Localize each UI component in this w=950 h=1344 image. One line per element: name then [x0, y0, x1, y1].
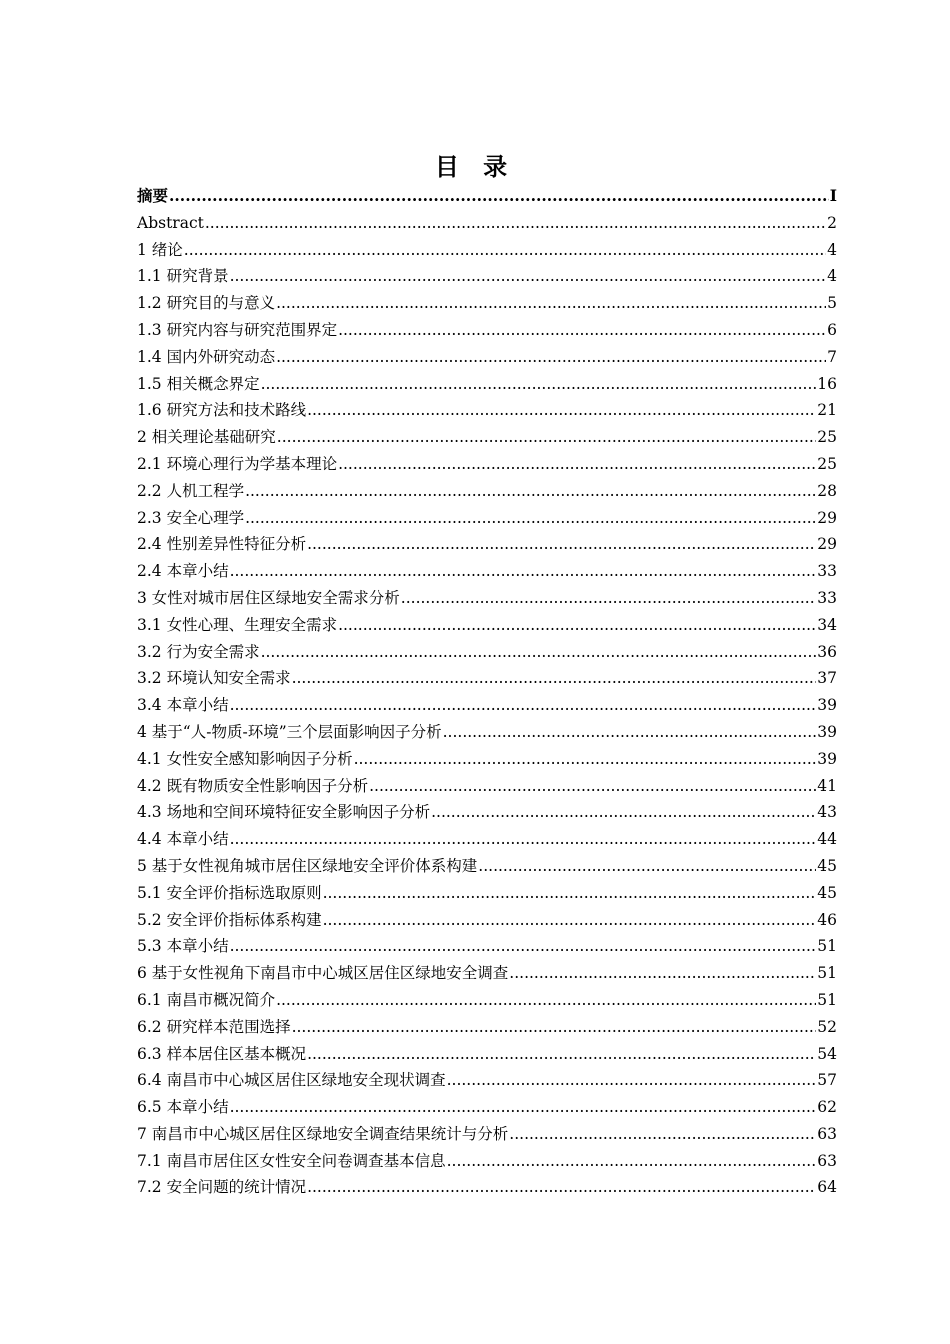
toc-entry[interactable] — [137, 237, 837, 264]
toc-entry[interactable] — [137, 424, 837, 451]
toc-dot-leader — [323, 907, 817, 934]
toc-entry-label: 1.5 相关概念界定 — [137, 374, 260, 393]
toc-entry[interactable] — [137, 585, 837, 612]
toc-entry-label: 1.3 研究内容与研究范围界定 — [137, 320, 338, 339]
toc-entry[interactable] — [137, 665, 837, 692]
toc-entry-page-number: 16 — [817, 374, 837, 393]
toc-dot-leader — [431, 799, 816, 826]
toc-entry-page-number: 33 — [817, 562, 837, 581]
toc-entry-label: 1.2 研究目的与意义 — [137, 294, 276, 313]
toc-entry-label: 4 基于“人-物质-环境”三个层面影响因子分析 — [137, 722, 442, 741]
toc-dot-leader — [230, 558, 817, 585]
toc-dot-leader — [292, 1014, 817, 1041]
toc-entry-label: 2.2 人机工程学 — [137, 481, 245, 500]
toc-entry[interactable] — [137, 210, 837, 237]
toc-entry[interactable] — [137, 773, 837, 800]
toc-dot-leader — [261, 371, 817, 398]
toc-entry[interactable] — [137, 397, 837, 424]
toc-entry[interactable] — [137, 558, 837, 585]
toc-dot-leader — [478, 853, 816, 880]
toc-dot-leader — [261, 639, 817, 666]
toc-entry[interactable] — [137, 1014, 837, 1041]
toc-entry-page-number: 4 — [827, 267, 837, 286]
toc-entry[interactable] — [137, 183, 837, 210]
toc-entry-label: 6.5 本章小结 — [137, 1098, 229, 1117]
toc-entry-page-number: 45 — [817, 883, 837, 902]
toc-entry-page-number: 51 — [817, 937, 837, 956]
toc-entry[interactable] — [137, 1041, 837, 1068]
toc-entry[interactable] — [137, 1094, 837, 1121]
toc-dot-leader — [292, 665, 817, 692]
toc-entry-page-number: 2 — [827, 213, 837, 232]
toc-entry-label: 1.4 国内外研究动态 — [137, 347, 276, 366]
toc-entry-page-number: 57 — [817, 1071, 837, 1090]
toc-entry[interactable] — [137, 1067, 837, 1094]
toc-entry[interactable] — [137, 907, 837, 934]
toc-entry-page-number: 33 — [817, 588, 837, 607]
toc-entry-label: 6.2 研究样本范围选择 — [137, 1017, 291, 1036]
toc-entry-page-number: 39 — [817, 749, 837, 768]
toc-entry-label: 7.2 安全问题的统计情况 — [137, 1178, 307, 1197]
toc-entry-label: 6.1 南昌市概况简介 — [137, 990, 276, 1009]
toc-entry[interactable] — [137, 371, 837, 398]
toc-entry-page-number: 52 — [817, 1017, 837, 1036]
toc-dot-leader — [276, 344, 826, 371]
toc-entry-page-number: 4 — [827, 240, 837, 259]
toc-entry-page-number: 25 — [817, 428, 837, 447]
toc-entry-page-number: 41 — [817, 776, 837, 795]
toc-dot-leader — [338, 317, 826, 344]
toc-entry-label: 2.3 安全心理学 — [137, 508, 245, 527]
toc-entry[interactable] — [137, 639, 837, 666]
toc-entry-page-number: 46 — [817, 910, 837, 929]
toc-entry-page-number: 7 — [827, 347, 837, 366]
toc-dot-leader — [443, 719, 817, 746]
toc-entry-page-number: 5 — [827, 294, 837, 313]
toc-entry-label: 2 相关理论基础研究 — [137, 428, 276, 447]
toc-dot-leader — [230, 263, 827, 290]
toc-dot-leader — [354, 746, 817, 773]
toc-dot-leader — [245, 505, 816, 532]
toc-entry[interactable] — [137, 853, 837, 880]
toc-dot-leader — [338, 451, 816, 478]
toc-entry-page-number: 45 — [817, 856, 837, 875]
toc-dot-leader — [169, 183, 829, 210]
toc-entry[interactable] — [137, 1121, 837, 1148]
toc-dot-leader — [338, 612, 816, 639]
toc-dot-leader — [205, 210, 826, 237]
toc-list — [137, 183, 837, 1201]
toc-dot-leader — [276, 290, 826, 317]
toc-entry-page-number: 62 — [817, 1098, 837, 1117]
toc-entry[interactable] — [137, 344, 837, 371]
toc-entry-page-number: 51 — [817, 990, 837, 1009]
toc-title: 目 录 — [434, 153, 516, 181]
toc-entry-page-number: 39 — [817, 696, 837, 715]
toc-entry-page-number: 43 — [817, 803, 837, 822]
toc-entry[interactable] — [137, 692, 837, 719]
toc-entry-page-number: 29 — [817, 535, 837, 554]
toc-entry-label: 4.4 本章小结 — [137, 830, 229, 849]
toc-dot-leader — [509, 960, 816, 987]
toc-entry-page-number: 6 — [827, 320, 837, 339]
toc-dot-leader — [230, 933, 817, 960]
toc-entry[interactable] — [137, 719, 837, 746]
toc-entry[interactable] — [137, 799, 837, 826]
toc-entry-page-number: 39 — [817, 722, 837, 741]
toc-dot-leader — [401, 585, 816, 612]
toc-entry-label: 3.1 女性心理、生理安全需求 — [137, 615, 338, 634]
toc-entry-page-number: 34 — [817, 615, 837, 634]
toc-dot-leader — [323, 880, 817, 907]
toc-dot-leader — [245, 478, 816, 505]
toc-entry-page-number: 64 — [817, 1178, 837, 1197]
toc-entry-label: 摘要 — [137, 186, 169, 205]
toc-entry[interactable] — [137, 290, 837, 317]
toc-entry-label: 3.2 环境认知安全需求 — [137, 669, 291, 688]
toc-entry-page-number: 63 — [817, 1151, 837, 1170]
toc-entry-page-number: 54 — [817, 1044, 837, 1063]
toc-dot-leader — [369, 773, 816, 800]
toc-entry-label: 5.2 安全评价指标体系构建 — [137, 910, 322, 929]
toc-dot-leader — [230, 692, 817, 719]
toc-entry-label: Abstract — [137, 213, 204, 232]
toc-entry[interactable] — [137, 451, 837, 478]
toc-entry-label: 6.3 样本居住区基本概况 — [137, 1044, 307, 1063]
toc-entry-page-number: 44 — [817, 830, 837, 849]
toc-entry[interactable] — [137, 987, 837, 1014]
toc-entry-page-number: 29 — [817, 508, 837, 527]
toc-dot-leader — [307, 1041, 816, 1068]
toc-entry-page-number: 25 — [817, 454, 837, 473]
toc-entry[interactable] — [137, 746, 837, 773]
toc-dot-leader — [307, 531, 816, 558]
toc-entry-label: 4.3 场地和空间环境特征安全影响因子分析 — [137, 803, 431, 822]
toc-dot-leader — [184, 237, 826, 264]
toc-entry-label: 1 绪论 — [137, 240, 183, 259]
toc-entry-label: 7 南昌市中心城区居住区绿地安全调查结果统计与分析 — [137, 1124, 509, 1143]
toc-entry[interactable] — [137, 263, 837, 290]
toc-entry[interactable] — [137, 1174, 837, 1201]
toc-entry[interactable] — [137, 960, 837, 987]
toc-entry-label: 2.4 本章小结 — [137, 562, 229, 581]
toc-entry-page-number: I — [829, 186, 837, 205]
toc-dot-leader — [447, 1148, 817, 1175]
toc-entry-page-number: 36 — [817, 642, 837, 661]
toc-entry-label: 3 女性对城市居住区绿地安全需求分析 — [137, 588, 400, 607]
toc-entry[interactable] — [137, 612, 837, 639]
toc-dot-leader — [230, 1094, 817, 1121]
toc-entry-page-number: 37 — [817, 669, 837, 688]
toc-entry-label: 2.1 环境心理行为学基本理论 — [137, 454, 338, 473]
toc-entry-label: 3.2 行为安全需求 — [137, 642, 260, 661]
toc-entry-page-number: 28 — [817, 481, 837, 500]
toc-entry[interactable] — [137, 505, 837, 532]
toc-entry-label: 1.6 研究方法和技术路线 — [137, 401, 307, 420]
toc-entry-label: 6 基于女性视角下南昌市中心城区居住区绿地安全调查 — [137, 964, 509, 983]
toc-entry[interactable] — [137, 933, 837, 960]
toc-entry-label: 5.3 本章小结 — [137, 937, 229, 956]
toc-entry-label: 7.1 南昌市居住区女性安全问卷调查基本信息 — [137, 1151, 446, 1170]
toc-dot-leader — [509, 1121, 816, 1148]
toc-entry-label: 4.1 女性安全感知影响因子分析 — [137, 749, 353, 768]
toc-entry-page-number: 21 — [817, 401, 837, 420]
toc-entry-label: 4.2 既有物质安全性影响因子分析 — [137, 776, 369, 795]
toc-entry[interactable] — [137, 880, 837, 907]
toc-entry-page-number: 63 — [817, 1124, 837, 1143]
toc-entry-label: 1.1 研究背景 — [137, 267, 229, 286]
toc-entry-page-number: 51 — [817, 964, 837, 983]
toc-entry-label: 5 基于女性视角城市居住区绿地安全评价体系构建 — [137, 856, 478, 875]
toc-entry-label: 5.1 安全评价指标选取原则 — [137, 883, 322, 902]
toc-dot-leader — [447, 1067, 817, 1094]
toc-entry[interactable] — [137, 1148, 837, 1175]
toc-entry-label: 6.4 南昌市中心城区居住区绿地安全现状调查 — [137, 1071, 446, 1090]
toc-dot-leader — [276, 987, 816, 1014]
toc-dot-leader — [307, 1174, 816, 1201]
toc-dot-leader — [230, 826, 817, 853]
toc-entry-label: 2.4 性别差异性特征分析 — [137, 535, 307, 554]
toc-entry[interactable] — [137, 531, 837, 558]
toc-entry[interactable] — [137, 317, 837, 344]
toc-entry[interactable] — [137, 478, 837, 505]
toc-entry[interactable] — [137, 826, 837, 853]
toc-dot-leader — [307, 397, 816, 424]
toc-dot-leader — [277, 424, 816, 451]
toc-entry-label: 3.4 本章小结 — [137, 696, 229, 715]
